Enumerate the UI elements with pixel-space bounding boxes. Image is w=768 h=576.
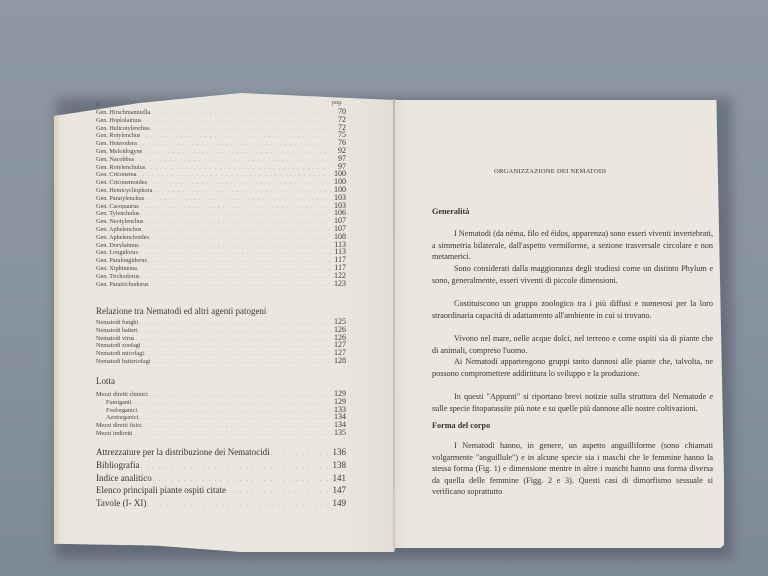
- toc-row: Nematodi batteriofagi . . . 128: [96, 357, 346, 365]
- toc-relazione-list: [96, 318, 346, 365]
- page-number: 8: [96, 100, 100, 108]
- paragraph: I Nematodi hanno, in genere, un aspetto anguilliforme (sono chiamati volgarmente "anguillule") e in alcune specie sia i maschi che le femmine hanno la stessa forma (Fig. 1) e dimensione mentre in altre i maschi hanno una forma diversa da quella delle femmine (Figg. 2 e 3). Questi casi di dimorfismo sessuale si verificano soprattutto: [432, 441, 713, 497]
- toc-row: Gen. Hirschmanniella . . . 70: [96, 108, 346, 116]
- toc-row: Gen. Neotylenchus . . . 107: [96, 217, 346, 225]
- toc-row: Tavole (I- XI) . . . 149: [96, 497, 346, 510]
- toc-row: Gen. Aphelenchus . . . 107: [96, 225, 346, 233]
- toc-row: Gen. Longidorus . . . 113: [96, 248, 346, 256]
- toc-row: Gen. Hemicycliophora . . . 100: [96, 186, 346, 194]
- toc-row: Nematodi virus . . . 126: [96, 334, 346, 342]
- toc-row: Mezzi indiretti . . . 135: [96, 429, 346, 437]
- toc-row: Gen. Rotylenchulus . . . 97: [96, 163, 346, 171]
- toc-row: Mezzi diretti fisici . . . 134: [96, 421, 346, 429]
- toc-row: Gen. Meloidogyne . . . 92: [96, 147, 346, 155]
- toc-row: Gen. Paratrichodorus . . . 123: [96, 280, 346, 288]
- toc-row: Elenco principali piante ospiti citate . . . 147: [96, 484, 346, 497]
- section-heading-generalita: Generalità: [432, 207, 470, 216]
- toc-row: Bibliografia . . . 138: [96, 459, 346, 472]
- toc-row: Indice analitico . . . 141: [96, 472, 346, 485]
- toc-row: Gen. Tylenchulus . . . 106: [96, 209, 346, 217]
- toc-row: Mezzi diretti chimici . . . 129: [96, 390, 346, 398]
- paragraph: In questi "Appunti" si riportano brevi notizie sulla struttura del Nematode e sulle specie fitoparassite più note e su quelle più dannose alle nostre coltivazioni.: [432, 392, 713, 413]
- toc-row: Gen. Helicotylenchus . . . 72: [96, 124, 346, 132]
- toc-row: Nematodi funghi . . . 125: [96, 318, 346, 326]
- toc-lotta-list: [96, 390, 346, 437]
- paragraph: Ai Nematodi appartengono gruppi tanto dannosi alle piante che, talvolta, ne possono compromettere addirittura lo sviluppo e la produzione.: [432, 357, 713, 378]
- toc-section-heading-relazione: Relazione tra Nematodi ed altri agenti patogeni: [96, 306, 267, 316]
- pag-column-label: pag.: [332, 100, 343, 106]
- toc-main-entries: [96, 446, 346, 510]
- toc-row: Gen. Xiphinema . . . 117: [96, 264, 346, 272]
- toc-row: Azotorganici. . . . 134: [96, 413, 346, 421]
- toc-genera-list: [96, 108, 346, 287]
- paragraph: I Nematodi (da néma, filo ed éidos, apparenza) sono esseri viventi invertebrati, a simmetria bilaterale, dall'aspetto vermiforme, a sezione trasversale circolare e non metamerici.: [432, 229, 713, 262]
- toc-row: Gen. Paralongidorus . . . 117: [96, 256, 346, 264]
- paragraph: Sono considerati dalla maggioranza degli studiosi come un distinto Phylum e sono, generalmente, esseri viventi di piccole dimensioni.: [432, 264, 713, 285]
- chapter-title: ORGANIZZAZIONE DEI NEMATODI: [494, 168, 607, 175]
- toc-row: Nematodi batteri . . . 126: [96, 326, 346, 334]
- toc-row: Gen. Cacopaurus . . . 103: [96, 202, 346, 210]
- toc-row: Gen. Criconema . . . 100: [96, 170, 346, 178]
- toc-row: Gen. Criconemoides . . . 100: [96, 178, 346, 186]
- section-heading-forma-del-corpo: Forma del corpo: [432, 421, 491, 430]
- toc-row: Gen. Nacobbus . . . 97: [96, 155, 346, 163]
- book-spine: [393, 99, 395, 551]
- toc-row: Gen. Rotylenchus . . . 75: [96, 131, 346, 139]
- paragraph: Vivono nel mare, nelle acque dolci, nel terreno e come ospiti sia di piante che di animali, compreso l'uomo.: [432, 334, 713, 355]
- toc-row: Gen. Dorylaimus . . . 113: [96, 241, 346, 249]
- toc-row: Fosforganici . . . 133: [96, 406, 346, 414]
- toc-row: Gen. Heterodera . . . 76: [96, 139, 346, 147]
- toc-row: Gen. Paratylenchus . . . 103: [96, 194, 346, 202]
- toc-row: Attrezzature per la distribuzione dei Nematocidi . . . 136: [96, 446, 346, 459]
- toc-section-heading-lotta: Lotta: [96, 376, 115, 386]
- toc-row: Fumiganti . . . 129: [96, 398, 346, 406]
- toc-row: Gen. Trichodorus . . . 122: [96, 272, 346, 280]
- toc-row: Nematodi zoofagi . . . 127: [96, 341, 346, 349]
- paragraph: Costituiscono un gruppo zoologico tra i più diffusi e numerosi per la loro straordinaria capacità di adattamento all'ambiente in cui si trovano.: [432, 299, 713, 320]
- toc-row: Gen. Aphelenchoides . . . 108: [96, 233, 346, 241]
- toc-row: Nematodi micofagi . . . 127: [96, 349, 346, 357]
- toc-row: Gen. Hoplolaimus . . . 72: [96, 116, 346, 124]
